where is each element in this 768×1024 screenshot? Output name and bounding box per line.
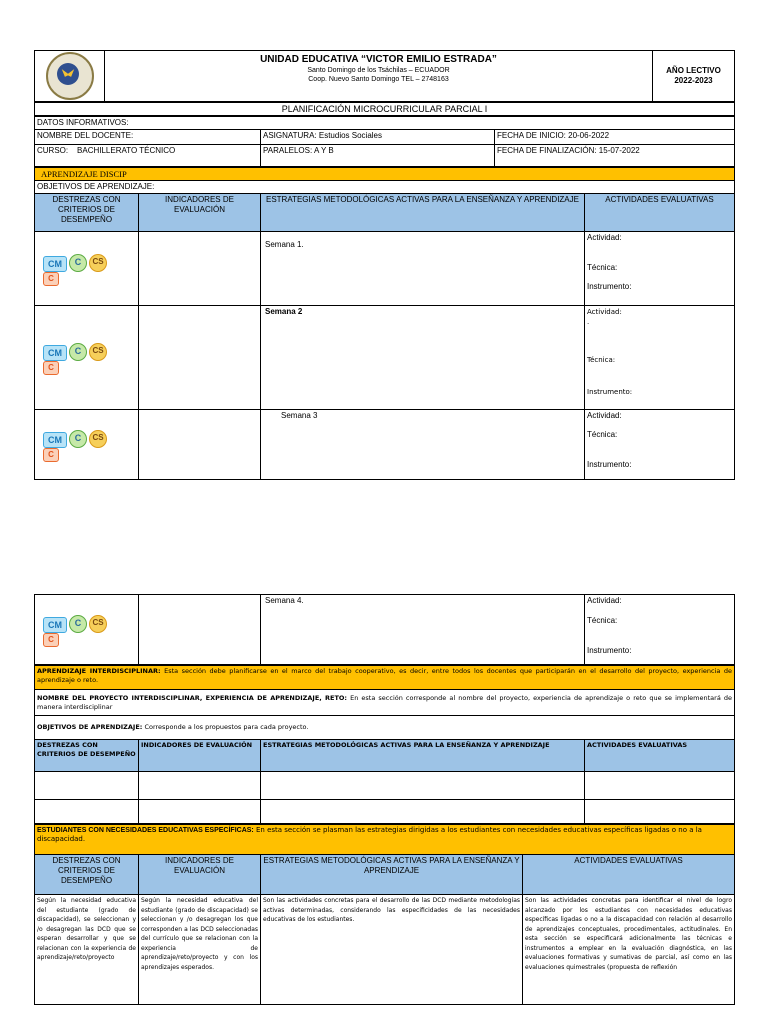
interdisciplinar-label: APRENDIZAJE INTERDISCIPLINAR: — [37, 667, 161, 675]
curso-label: CURSO: — [37, 146, 69, 155]
dcd-cell — [35, 410, 139, 480]
datos-informativos: DATOS INFORMATIVOS: — [35, 117, 735, 130]
school-name: UNIDAD EDUCATIVA “VICTOR EMILIO ESTRADA” — [260, 54, 497, 65]
week-row — [35, 306, 735, 410]
info-table — [34, 116, 735, 167]
fecha-fin: FECHA DE FINALIZACIÓN: 15-07-2022 — [495, 145, 735, 167]
nee-dcd-cell: Según la necesidad educativa del estudiante (grado de discapacidad), se seleccionan y /o desagregan las DCD que se esperan desarrollar y que se relacionan con la experiencia de aprendizaje/reto/proyecto — [35, 895, 139, 1005]
actividad-label: Actividad: — [587, 308, 622, 316]
estrategias-cell — [261, 232, 585, 306]
nee-label: ESTUDIANTES CON NECESIDADES EDUCATIVAS ESPECÍFICAS: — [37, 827, 254, 834]
curriculum-icons — [37, 613, 136, 647]
proyecto-text: En esta sección corresponde al nombre del proyecto, experiencia de aprendizaje o reto que se implementará de manera interdisciplinar — [37, 693, 733, 711]
tecnica-label: Técnica: — [587, 356, 616, 364]
cs-icon: CS — [89, 615, 107, 633]
asignatura: ASIGNATURA: Estudios Sociales — [261, 130, 495, 145]
estrategias-cell — [261, 410, 585, 480]
school-address-2: Coop. Nuevo Santo Domingo TEL – 2748163 — [308, 76, 449, 83]
school-logo-cell — [35, 51, 105, 102]
c-icon: C — [69, 343, 87, 361]
dcd-cell — [35, 306, 139, 410]
school-address-1: Santo Domingo de los Tsáchilas – ECUADOR — [307, 67, 450, 74]
inter-col-actividades: ACTIVIDADES EVALUATIVAS — [585, 740, 735, 772]
section1-table — [34, 167, 735, 480]
inter-col-indicadores: INDICADORES DE EVALUACIÓN — [139, 740, 261, 772]
col-actividades: ACTIVIDADES EVALUATIVAS — [585, 194, 735, 232]
interdisciplinar-row — [35, 666, 735, 690]
e-icon: C — [43, 633, 59, 647]
week-label: Semana 1. — [265, 240, 304, 249]
curso-cell — [35, 145, 261, 167]
indicadores-cell — [139, 410, 261, 480]
indicadores-cell — [139, 306, 261, 410]
estrategias-cell — [261, 595, 585, 665]
fecha-inicio: FECHA DE INICIO: 20-06-2022 — [495, 130, 735, 145]
e-icon: C — [43, 272, 59, 286]
instrumento-label: Instrumento: — [587, 646, 632, 655]
nee-col-estrategias: ESTRATEGIAS METODOLÓGICAS ACTIVAS PARA LA ENSEÑANZA Y APRENDIZAJE — [261, 855, 523, 895]
objetivos-row — [35, 716, 735, 740]
dcd-cell — [35, 232, 139, 306]
nee-text: En esta sección se plasman las estrategias dirigidas a los estudiantes con necesidades educativas específicas ligadas o no a la discapacidad. — [37, 826, 702, 843]
c-icon: C — [69, 254, 87, 272]
tecnica-label: Técnica: — [587, 263, 618, 272]
nee-actividades-cell: Son las actividades concretas para identificar el nivel de logro alcanzado por los estudiantes con necesidades educativas específicas ligadas o no a la discapacidad con relación al desarrollo de aprendizajes conceptuales, procedimentales, actitudinales. En esta sección se especificará adicionalmente las técnicas e instrumentos a emplear en la evaluación diagnóstica, en las evaluaciones formativas y sumativas de parcial, así como en las evaluaciones quimestrales (propuesta de reflexión — [523, 895, 735, 1005]
aprendizaje-disciplinar-title: APRENDIZAJE DISCIP — [35, 168, 735, 181]
actividades-cell — [585, 410, 735, 480]
curriculum-icons — [37, 341, 136, 375]
docente-label: NOMBRE DEL DOCENTE: — [35, 130, 261, 145]
cm-icon: CM — [43, 617, 67, 633]
objetivos-inter-text: Corresponde a los propuestos para cada proyecto. — [142, 723, 309, 731]
inter-empty-row — [35, 800, 735, 824]
week-row — [35, 410, 735, 480]
plan-title: PLANIFICACIÓN MICROCURRICULAR PARCIAL I — [35, 103, 735, 116]
week-row — [35, 232, 735, 306]
objetivos-inter-label: OBJETIVOS DE APRENDIZAJE: — [37, 723, 143, 731]
indicadores-cell — [139, 595, 261, 665]
week-label: Semana 4. — [265, 596, 304, 605]
nee-col-actividades: ACTIVIDADES EVALUATIVAS — [523, 855, 735, 895]
nee-col-indicadores: INDICADORES DE EVALUACIÓN — [139, 855, 261, 895]
c-icon: C — [69, 430, 87, 448]
cm-icon: CM — [43, 432, 67, 448]
week-row — [35, 595, 735, 665]
objetivos-label: OBJETIVOS DE APRENDIZAJE: — [35, 181, 735, 194]
col-estrategias: ESTRATEGIAS METODOLÓGICAS ACTIVAS PARA LA ENSEÑANZA Y APRENDIZAJE — [261, 194, 585, 232]
instrumento-label: Instrumento: — [587, 460, 632, 469]
week-label: Semana 2 — [265, 307, 303, 316]
indicadores-cell — [139, 232, 261, 306]
e-icon: C — [43, 361, 59, 375]
actividades-cell — [585, 232, 735, 306]
page-1 — [34, 50, 735, 480]
nee-table — [34, 824, 735, 1005]
e-icon: C — [43, 448, 59, 462]
year-value: 2022-2023 — [674, 76, 713, 85]
estrategias-cell — [261, 306, 585, 410]
week-label: Semana 3 — [281, 411, 318, 420]
instrumento-label: Instrumento: — [587, 282, 632, 291]
school-logo-icon — [46, 52, 94, 100]
tecnica-label: Técnica: — [587, 616, 618, 625]
nee-col-dcd: DESTREZAS CON CRITERIOS DE DESEMPEÑO — [35, 855, 139, 895]
cs-icon: CS — [89, 254, 107, 272]
inter-empty-row — [35, 772, 735, 800]
c-icon: C — [69, 615, 87, 633]
cs-icon: CS — [89, 430, 107, 448]
curriculum-icons — [37, 252, 136, 286]
week4-table — [34, 594, 735, 665]
tecnica-label: Técnica: — [587, 430, 618, 439]
actividad-label: Actividad: — [587, 233, 622, 242]
paralelos: PARALELOS: A Y B — [261, 145, 495, 167]
header-table — [34, 50, 735, 102]
dcd-cell — [35, 595, 139, 665]
curso-value: BACHILLERATO TÉCNICO — [77, 146, 176, 155]
curriculum-icons — [37, 428, 136, 462]
nee-row — [35, 825, 735, 855]
school-info-cell — [105, 51, 653, 102]
actividades-cell — [585, 306, 735, 410]
inter-col-estrategias: ESTRATEGIAS METODOLÓGICAS ACTIVAS PARA LA ENSEÑANZA Y APRENDIZAJE — [261, 740, 585, 772]
title-table — [34, 102, 735, 116]
inter-col-dcd: DESTREZAS CON CRITERIOS DE DESEMPEÑO — [35, 740, 139, 772]
actividad-dot: . — [587, 318, 590, 326]
cm-icon: CM — [43, 345, 67, 361]
nee-indicadores-cell: Según la necesidad educativa del estudiante (grado de discapacidad) se seleccionan y /o desagregan los que corresponden a las DCD seleccionadas del currículo que se relacionan con la experiencia de aprendizaje/reto/proyecto y con los aprendizajes esperados. — [139, 895, 261, 1005]
nee-estrategias-cell: Son las actividades concretas para el desarrollo de las DCD mediante metodologías activas determinadas, considerando las especificidades de las necesidades educativas de los estudiantes. — [261, 895, 523, 1005]
instrumento-label: Instrumento: — [587, 388, 633, 396]
col-dcd: DESTREZAS CON CRITERIOS DE DESEMPEÑO — [35, 194, 139, 232]
actividades-cell — [585, 595, 735, 665]
page-2 — [34, 594, 735, 1005]
school-year-cell — [653, 51, 735, 102]
actividad-label: Actividad: — [587, 596, 622, 605]
proyecto-label: NOMBRE DEL PROYECTO INTERDISCIPLINAR, EXPERIENCIA DE APRENDIZAJE, RETO: — [37, 693, 348, 702]
proyecto-row — [35, 690, 735, 716]
actividad-label: Actividad: — [587, 411, 622, 420]
cs-icon: CS — [89, 343, 107, 361]
interdisciplinar-text: Esta sección debe planificarse en el marco del trabajo cooperativo, es decir, entre todos los docentes que participarán en el desarrollo del proyecto, experiencia de aprendizaje o reto. — [37, 667, 732, 684]
cm-icon: CM — [43, 256, 67, 272]
interdisciplinar-table — [34, 665, 735, 824]
year-label: AÑO LECTIVO — [666, 66, 721, 75]
col-indicadores: INDICADORES DE EVALUACIÓN — [139, 194, 261, 232]
